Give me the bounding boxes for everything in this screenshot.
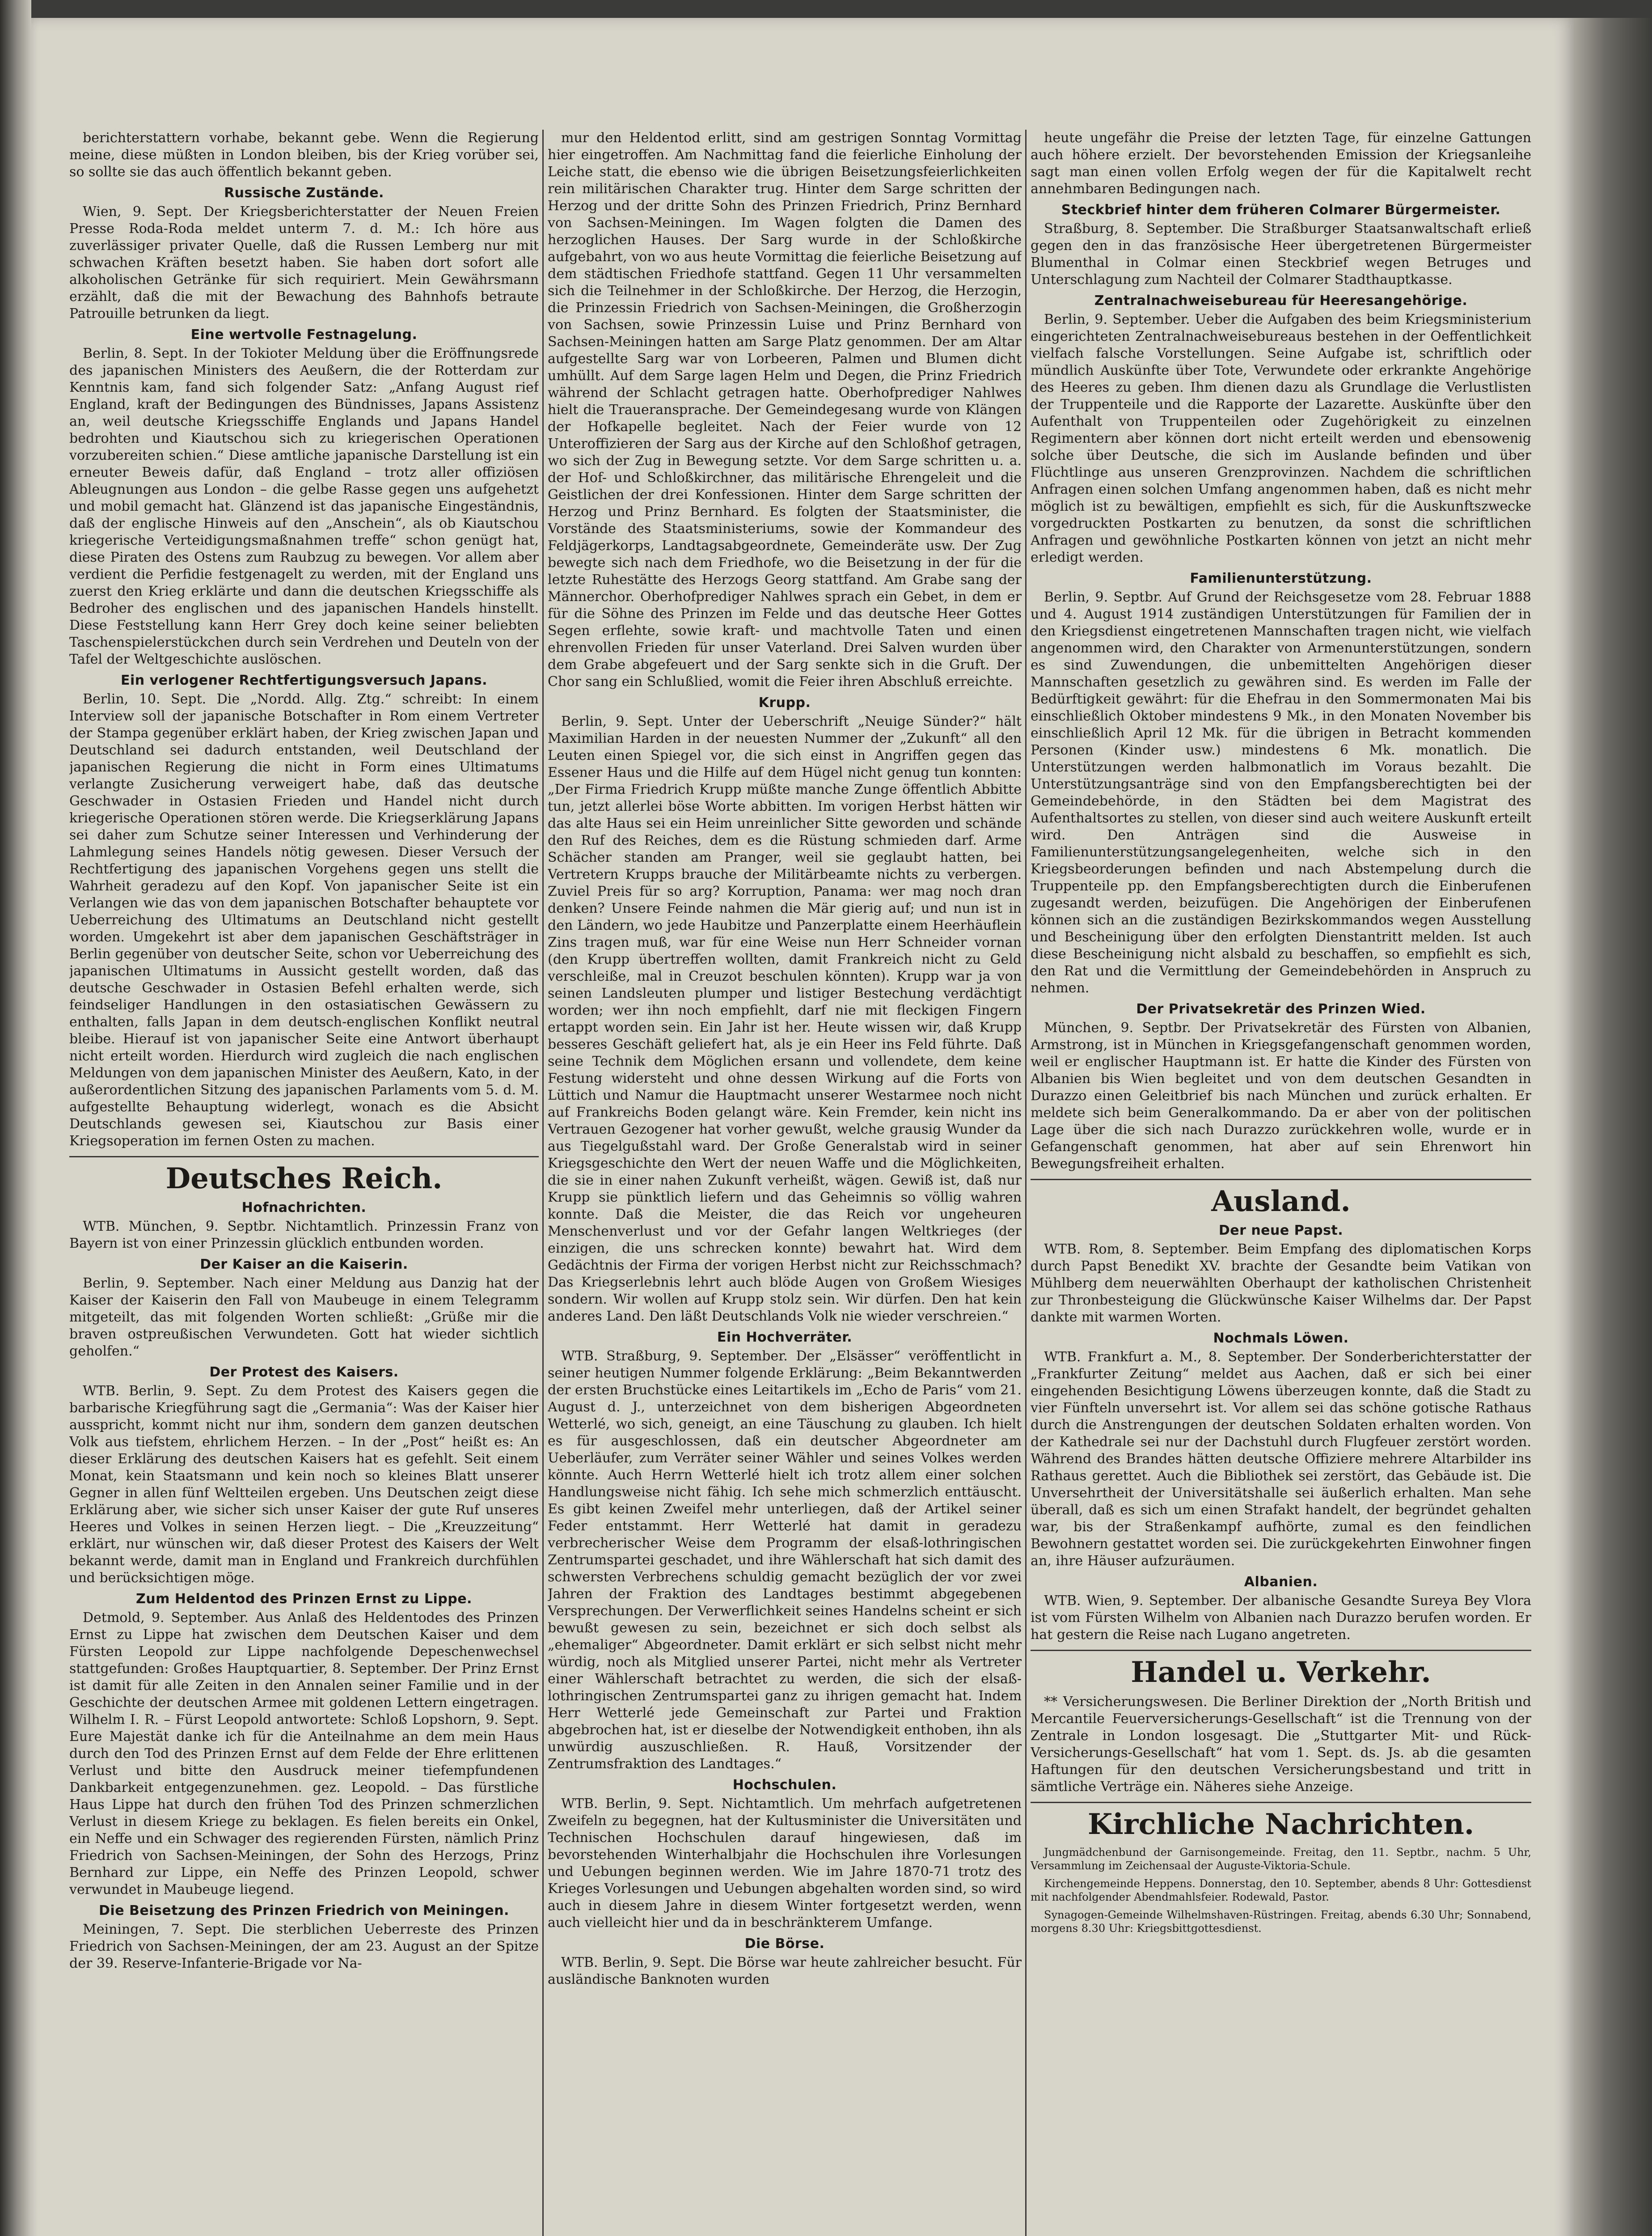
- article-text: München, 9. Septbr. Der Privatsekretär des Fürsten von Albanien, Armstrong, ist in München in Kriegsgefangenschaft genommen worden, weil er englischer Hauptmann ist. Er hatte die Kinder des Fürsten von Albanien bis Wien begleitet und von dem deutschen Gesandten in Durazzo einen Geleitbrief bis nach München und zurück erhalten. Er meldete sich beim Generalkommando. Da er aber von der politischen Lage über die sich nach Durazzo zurückkehren wolle, wurde er in Gefangenschaft genommen, hat aber auf sein Ehrenwort hin Bewegungsfreiheit erhalten.: [1031, 1020, 1531, 1172]
- article-text: heute ungefähr die Preise der letzten Tage, für einzelne Gattungen auch höhere erzielt. Der bevorstehenden Emission der Kriegsanleihe sagt man einen vollen Erfolg wegen der für die Kapitalwelt recht annehmbaren Bedingungen nach.: [1031, 130, 1531, 197]
- newspaper-page: [31, 18, 1574, 2236]
- article-headline: Hofnachrichten.: [241, 1200, 367, 1215]
- article-text: berichterstattern vorhabe, bekannt gebe. Wenn die Regierung meine, diese müßten in London bleiben, bis der Krieg vorüber sei, so sollte sie das auch öffentlich bekannt geben.: [69, 130, 539, 180]
- article-text: mur den Heldentod erlitt, sind am gestrigen Sonntag Vormittag hier eingetroffen. Am Nachmittag fand die feierliche Einholung der Leiche statt, die ebenso wie die übrigen Beisetzungsfeierlichkeiten rein militärischen Charakter trug. Hinter dem Sarge schritten der Herzog und der dritte Sohn des Prinzen Friedrich, Prinz Bernhard von Sachsen-Meiningen. Im Wagen folgten die Damen des herzoglichen Hauses. Der Sarg wurde in der Schloßkirche aufgebahrt, von wo aus heute Vormittag die feierliche Beisetzung auf dem städtischen Friedhofe stattfand. Gegen 11 Uhr versammelten sich die Teilnehmer in der Schloßkirche. Der Herzog, die Herzogin, die Prinzessin Friedrich von Sachsen-Meiningen, die Großherzogin von Sachsen, sowie Prinzessin Luise und Prinz Bernhard von Sachsen-Meiningen hatten am Sarge Platz genommen. Der am Altar aufgestellte Sarg war von Lorbeeren, Palmen und Blumen dicht umhüllt. Auf dem Sarge lagen Helm und Degen, die Prinz Friedrich während der Schlacht getragen hatte. Oberhofprediger Nahlwes hielt die Traueransprache. Der Gemeindegesang wurde von Klängen der Hofkapelle begleitet. Nach der Feier wurde von 12 Unteroffizieren der Sarg aus der Kirche auf den Schloßhof getragen, wo sich der Zug in Bewegung setzte. Vor dem Sarge schritten u. a. der Hof- und Schloßkirchner, das militärische Ehrengeleit und die Geistlichen der drei Konfessionen. Hinter dem Sarge schritten der Herzog und Prinz Bernhard. Es folgten der Staatsminister, die Vorstände des Staatsministeriums, sowie der Kommandeur des Feldjägerkorps, Landtagsabgeordnete, Gemeinderäte usw. Der Zug bewegte sich nach dem Friedhofe, wo die Beisetzung in der für die letzte Ruhestätte des Herzogs Georg stattfand. Am Grabe sang der Männerchor. Oberhofprediger Nahlwes sprach ein Gebet, in dem er für die Söhne des Prinzen im Felde und das deutsche Heer Gottes Segen erflehte, sowie kraft- und machtvolle Taten und einen ehrenvollen Frieden für unser Vaterland. Drei Salven wurden über dem Grabe abgefeuert und der Sarg senkte sich in die Gruft. Der Chor sang ein Schlußlied, womit die Feier ihren Abschluß erreichte.: [548, 130, 1022, 690]
- article-headline: Familienunterstützung.: [1190, 571, 1372, 586]
- article-text: Berlin, 9. Sept. Unter der Ueberschrift „Neuige Sünder?“ hält Maximilian Harden in der neuesten Nummer der „Zukunft“ all den Leuten einen Spiegel vor, die sich einst in Angriffen gegen das Essener Haus und die Hilfe auf dem Hügel nicht genug tun konnten: „Der Firma Friedrich Krupp müßte manche Zunge öffentlich Abbitte tun, jetzt allerlei böse Worte abbitten. Im vorigen Herbst hätten wir das alte Haus sei ein Heim unreinlicher Sitte geworden und schände den Ruf des Reiches, dem es die Rüstung schmieden darf. Arme Schächer standen am Pranger, weil sie geglaubt hatten, bei Vertretern Krupps brauche der Militärbeamte nichts zu verbergen. Zuviel Preis für so arg? Korruption, Panama: wer mag noch dran denken? Unsere Feinde nahmen die Mär gierig auf; und nun ist in den Ländern, wo jede Haubitze und Panzerplatte einem Heerhäuflein Zins tragen muß, war für eine Weise nun Herr Schneider vornan (den Krupp übertreffen wollten, damit Frankreich nicht zu Geld verschleiße, mal in Creuzot beschulen könnten). Krupp war ja von seinen Landsleuten plumper und listiger Bestechung verdächtigt worden; wer ihn noch empfiehlt, darf nie mit fleckigen Fingern ertappt worden sein. Ein Jahr ist her. Heute wissen wir, daß Krupp besseres Geschäft geliefert hat, als je ein Heer ins Feld führte. Daß seine Technik dem Möglichen ersann und vollendete, dem keine Festung widersteht und ohne dessen Wirkung auf die Forts von Lüttich und Namur die Hauptmacht unserer Westarmee noch nicht auf Frankreichs Boden gelangt wäre. Kein Fremder, kein nicht ins Vertrauen Gezogener hat vorher gewußt, welche grausig Wunder da aus Tiegelgußstahl ward. Der Große Generalstab wird in seiner Kriegsgeschichte den Wert der neuen Waffe und die Möglichkeiten, die sie in einer nahen Zukunft verheißt, wägen. Gewiß ist, daß nur Krupp sie pünktlich liefern und das Geheimnis so völlig wahren konnte. Daß die Meister, die das Reich vor ungeheuren Menschenverlust und vor der Gefahr langen Weltkrieges (der einzigen, die uns schrecken konnte) bewahrt hat. Wird dem Gedächtnis der Firma der vorigen Herbst nicht zur Reichsschmach? Das Kriegserlebnis lehrt auch blöde Augen von Großem Wiesiges sondern. Wir wollen auf Krupp stolz sein. Wir dürfen. Den hat kein anderes Land. Den läßt Deutschlands Volk nie wieder verschreien.“: [548, 714, 1022, 1324]
- article-text: Berlin, 9. September. Ueber die Aufgaben des beim Kriegsministerium eingerichteten Zentralnachweisebureaus bestehen in der Oeffentlichkeit vielfach falsche Vorstellungen. Seine Aufgabe ist, schriftlich oder mündlich Auskünfte über Tote, Verwundete oder erkrankte Angehörige des Heeres zu geben. Ihm dienen dazu als Grundlage die Verlustlisten der Truppenteile und die Rapporte der Lazarette. Auskünfte über den Aufenthalt von Truppenteilen oder Zugehörigkeit zu einzelnen Regimentern aber können dort nicht erteilt werden und ebensowenig solche über Deutsche, die sich im Auslande befinden und über Flüchtlinge aus unseren Grenzprovinzen. Nachdem die schriftlichen Anfragen einen solchen Umfang angenommen haben, daß es nicht mehr möglich ist zu bewältigen, empfiehlt es sich, für die Auskunftszwecke vorgedruckten Postkarten zu benutzen, da sonst die schriftlichen Anfragen und gewöhnliche Postkarten können von jetzt an nicht mehr erledigt werden.: [1031, 312, 1531, 565]
- section-title: Ausland.: [1031, 1179, 1531, 1218]
- article-headline: Krupp.: [758, 695, 811, 711]
- article-headline: Der Privatsekretär des Prinzen Wied.: [1136, 1001, 1426, 1017]
- article-text: Detmold, 9. September. Aus Anlaß des Heldentodes des Prinzen Ernst zu Lippe hat zwischen dem Deutschen Kaiser und dem Fürsten Leopold zur Lippe nachfolgende Depeschenwechsel stattgefunden: Großes Hauptquartier, 8. September. Der Prinz Ernst ist damit für alle Zeiten in den Annalen seiner Familie und in der Geschichte der deutschen Armee mit goldenen Lettern eingetragen. Wilhelm I. R. – Fürst Leopold antwortete: Schloß Lopshorn, 9. Sept. Eure Majestät danke ich für die Anteilnahme an dem mein Haus durch den Tod des Prinzen Ernst auf dem Felde der Ehre erlittenen Verlust und bitte den Ausdruck meiner tiefempfundenen Dankbarkeit entgegenzunehmen. gez. Leopold. – Das fürstliche Haus Lippe hat durch den frühen Tod des Prinzen schmerzlichen Verlust in diesem Kriege zu beklagen. Es fielen bereits ein Onkel, ein Neffe und ein Schwager des regierenden Fürsten, nämlich Prinz Friedrich von Sachsen-Meiningen, der Sohn des Herzogs, Prinz Bernhard zur Lippe, ein Neffe des Prinzen Leopold, schwer verwundet in Maubeuge liegend.: [69, 1610, 539, 1897]
- article-text: Berlin, 9. Septbr. Auf Grund der Reichsgesetze vom 28. Februar 1888 und 4. August 1914 zuständigen Unterstützungen für Familien der in den Kriegsdienst eingetretenen Mannschaften tragen nicht, wie vielfach angenommen wird, den Charakter von Armenunterstützungen, sondern es sind Zuwendungen, die unbemittelten Angehörigen dieser Mannschaften gesetzlich zu gewähren sind. Es werden im Falle der Bedürftigkeit gewährt: für die Ehefrau in den Sommermonaten Mai bis einschließlich Oktober mindestens 9 Mk., in den Monaten November bis einschließlich April 12 Mk. für die übrigen in Betracht kommenden Personen (Kinder usw.) mindestens 6 Mk. monatlich. Die Unterstützungen werden halbmonatlich im Voraus bezahlt. Die Unterstützungsanträge sind von den Empfangsberechtigten bei der Gemeindebehörde, in den Städten bei dem Magistrat des Aufenthaltsortes zu stellen, von dieser sind auch weitere Auskunft erteilt wird. Den Anträgen sind die Ausweise in Familienunterstützungsangelegenheiten, welche sich in den Kriegsbeorderungen befinden und nach Abstempelung durch die Truppenteile pp. den Empfangsberechtigten durch die Einberufenen zugesandt werden, beizufügen. Die Angehörigen der Einberufenen können sich an die zuständigen Bezirkskommandos wegen Ausstellung und Bescheinigung über den erfolgten Dienstantritt melden. Ist auch diese Bescheinigung nicht alsbald zu beschaffen, so empfiehlt es sich, den Rat und die Vermittlung der Gemeindebehörden in Anspruch zu nehmen.: [1031, 589, 1531, 996]
- article-text: Berlin, 9. September. Nach einer Meldung aus Danzig hat der Kaiser der Kaiserin den Fall von Maubeuge in einem Telegramm mitgeteilt, das mit folgenden Worten schließt: „Grüße mir die braven ostpreußischen Verwundeten. Gott hat wieder sichtlich geholfen.“: [69, 1275, 539, 1359]
- article-headline: Die Beisetzung des Prinzen Friedrich von Meiningen.: [99, 1903, 509, 1918]
- article-text: WTB. Berlin, 9. Sept. Zu dem Protest des Kaisers gegen die barbarische Kriegführung sagt die „Germania“: Was der Kaiser hier ausspricht, kommt nicht nur ihm, sondern dem ganzen deutschen Volk aus tiefstem, ehrlichem Herzen. – In der „Post“ heißt es: An dieser Erklärung des deutschen Kaisers hat es gefehlt. Seit einem Monat, kein Staatsmann und kein noch so kleines Blatt unserer Gegner in allen fünf Weltteilen ergeben. Uns Deutschen zeigt diese Erklärung aber, wie sicher sich unser Kaiser der gute Ruf unseres Heeres und Volkes in seinen Herzen liegt. – Die „Kreuzzeitung“ erklärt, nur wünschen wir, daß dieser Protest des Kaisers der Welt bekannt werde, damit man in England und Frankreich durchfühlen und berücksichtigen möge.: [69, 1383, 539, 1586]
- article-text: WTB. Frankfurt a. M., 8. September. Der Sonderberichterstatter der „Frankfurter Zeitung“ meldet aus Aachen, daß er sich bei einer eingehenden Besichtigung Löwens überzeugen konnte, daß die Stadt zu vier Fünfteln unversehrt ist. Vor allem sei das schöne gotische Rathaus durch die Anstrengungen der deutschen Soldaten erhalten worden. Von der Kathedrale sei nur der Dachstuhl durch Flugfeuer zerstört worden. Während des Brandes hätten deutsche Offiziere mehrere Altarbilder ins Rathaus gerettet. Auch die Bibliothek sei zerstört, das Gebäude ist. Die Unversehrtheit der Universitätshalle sei äußerlich erhalten. Man sehe überall, daß es sich um einen Strafakt handelt, der begründet gehalten war, bis der Straßenkampf aufhörte, zumal es den feindlichen Bewohnern gestattet worden sei. Die zurückgekehrten Einwohner fingen an, ihre Häuser aufzuräumen.: [1031, 1349, 1531, 1569]
- article-headline: Russische Zustände.: [224, 185, 384, 201]
- section-title: Handel u. Verkehr.: [1031, 1650, 1531, 1689]
- article-headline: Ein Hochverräter.: [717, 1330, 853, 1345]
- article-text: WTB. Rom, 8. September. Beim Empfang des diplomatischen Korps durch Papst Benedikt XV. brachte der Gesandte beim Vatikan von Mühlberg dem neuerwählten Oberhaupt der katholischen Christenheit zur Thronbesteigung die Glückwünsche Kaiser Wilhelms dar. Der Papst dankte mit warmen Worten.: [1031, 1241, 1531, 1325]
- column-3: [1031, 130, 1531, 2236]
- notice-text: Jungmädchenbund der Garnisongemeinde. Freitag, den 11. Septbr., nachm. 5 Uhr, Versammlung im Zeichensaal der Auguste-Viktoria-Schule.: [1031, 1846, 1531, 1872]
- article-headline: Nochmals Löwen.: [1213, 1330, 1349, 1346]
- article-text: WTB. Berlin, 9. Sept. Die Börse war heute zahlreicher besucht. Für ausländische Banknoten wurden: [548, 1955, 1022, 1987]
- section-title: Kirchliche Nachrichten.: [1031, 1802, 1531, 1841]
- column-1: [69, 130, 539, 2236]
- article-headline: Hochschulen.: [732, 1777, 837, 1793]
- article-headline: Albanien.: [1244, 1574, 1318, 1590]
- article-text: Berlin, 10. Sept. Die „Nordd. Allg. Ztg.“ schreibt: In einem Interview soll der japanische Botschafter in Rom einem Vertreter der Stampa gegenüber erklärt haben, der Krieg zwischen Japan und Deutschland sei dadurch entstanden, weil Deutschland der japanischen Regierung die nicht in Form eines Ultimatums verlangte Zusicherung verweigert habe, daß das deutsche Geschwader in Ostasien Frieden und Handel nicht durch kriegerische Operationen stören werde. Die Kriegserklärung Japans sei daher zum Schutze seiner Interessen und Verhinderung der Lahmlegung seines Handels nötig gewesen. Dieser Versuch der Rechtfertigung des japanischen Vorgehens gegen uns stellt die Wahrheit geradezu auf den Kopf. Von japanischer Seite ist ein Verlangen wie das von dem japanischen Botschafter behauptete vor Ueberreichung des Ultimatums an Deutschland nicht gestellt worden. Umgekehrt ist aber dem japanischen Geschäftsträger in Berlin gegenüber von deutscher Seite, schon vor Ueberreichung des japanischen Ultimatums in Aussicht gestellt worden, daß das deutsche Geschwader in Ostasien Befehl erhalten werde, sich feindseliger Handlungen in den ostasiatischen Gewässern zu enthalten, falls Japan in dem deutsch-englischen Konflikt neutral bleibe. Hierauf ist von japanischer Seite eine Antwort überhaupt nicht erteilt worden. Hierdurch wird zugleich die nach englischen Meldungen von dem japanischen Minister des Aeußern, Kato, in der außerordentlichen Sitzung des japanischen Parlaments vom 5. d. M. aufgestellte Behauptung widerlegt, wonach es die Absicht Deutschlands gewesen sei, Kiautschou zur Basis einer Kriegsoperation im fernen Osten zu machen.: [69, 691, 539, 1149]
- article-headline: Zentralnachweisebureau für Heeresangehörige.: [1094, 293, 1468, 309]
- article-headline: Die Börse.: [744, 1936, 825, 1952]
- article-text: Meiningen, 7. Sept. Die sterblichen Ueberreste des Prinzen Friedrich von Sachsen-Meiningen, der am 23. August an der Spitze der 39. Reserve-Infanterie-Brigade vor Na-: [69, 1922, 539, 1971]
- article-text: WTB. Wien, 9. September. Der albanische Gesandte Sureya Bey Vlora ist vom Fürsten Wilhelm von Albanien nach Durazzo berufen worden. Er hat gestern die Reise nach Lugano angetreten.: [1031, 1593, 1531, 1643]
- column-rule: [542, 130, 544, 2236]
- article-text: WTB. München, 9. Septbr. Nichtamtlich. Prinzessin Franz von Bayern ist von einer Prinzessin glücklich entbunden worden.: [69, 1219, 539, 1251]
- article-headline: Steckbrief hinter dem früheren Colmarer Bürgermeister.: [1061, 202, 1501, 218]
- article-headline: Zum Heldentod des Prinzen Ernst zu Lippe.: [136, 1591, 472, 1607]
- article-text: ** Versicherungswesen. Die Berliner Direktion der „North British und Mercantile Feuerversicherungs-Gesellschaft“ ist die Trennung von der Zentrale in London losgesagt. Die „Stuttgarter Mit- und Rück-Versicherungs-Gesellschaft“ hat vom 1. Sept. ds. Js. ab die gesamten Haftungen für den deutschen Versicherungsbestand und tritt in sämtliche Verträge ein. Näheres siehe Anzeige.: [1031, 1694, 1531, 1795]
- article-text: Berlin, 8. Sept. In der Tokioter Meldung über die Eröffnungsrede des japanischen Ministers des Aeußern, die der Rotterdam zur Kenntnis kam, fand sich folgender Satz: „Anfang August rief England, kraft der Bedingungen des Bündnisses, Japans Assistenz an, weil deutsche Kriegsschiffe Englands und Japans Handel bedrohten und Kiautschou sich zu kriegerischen Operationen vorzubereiten schien.“ Diese amtliche japanische Darstellung ist ein erneuter Beweis dafür, daß England – trotz aller offiziösen Ableugnungen aus London – die gelbe Rasse gegen uns aufgehetzt und mobil gemacht hat. Glänzend ist das japanische Eingeständnis, daß der englische Hinweis auf den „Anschein“, als ob Kiautschou kriegerische Verteidigungsmaßnahmen treffe“ schon genügt hat, diese Piraten des Ostens zum Raubzug zu bewegen. Vor allem aber verdient die Perfidie festgenagelt zu werden, mit der England uns zuerst den Krieg erklärte und dann die deutschen Kriegsschiffe als Bedroher des englischen und des japanischen Handels hinstellt. Diese Feststellung kann Herr Grey doch keine seiner beliebten Taschenspielerstückchen durch sein Verdrehen und Deuteln von der Tafel der Weltgeschichte auslöschen.: [69, 346, 539, 667]
- column-2: [548, 130, 1022, 2236]
- article-headline: Der Kaiser an die Kaiserin.: [200, 1257, 408, 1272]
- previous-page-edge: [0, 0, 31, 2236]
- article-headline: Ein verlogener Rechtfertigungsversuch Japans.: [121, 673, 487, 688]
- article-text: WTB. Straßburg, 9. September. Der „Elsässer“ veröffentlicht in seiner heutigen Nummer folgende Erklärung: „Beim Bekanntwerden der ersten Bruchstücke eines Leitartikels im „Echo de Paris“ vom 21. August d. J., unterzeichnet von dem bisherigen Abgeordneten Wetterlé, wo sich, geneigt, an eine Täuschung zu glauben. Ich hielt es für ausgeschlossen, daß ein deutscher Abgeordneter am Ueberläufer, zum Verräter seiner Wähler und seines Volkes werden könnte. Auch Herrn Wetterlé hielt ich trotz allem einer solchen Handlungsweise nicht fähig. Ich sehe mich schmerzlich enttäuscht. Es gibt keinen Zweifel mehr unterliegen, daß der Artikel seiner Feder entstammt. Herr Wetterlé hat damit in geradezu verbrecherischer Weise dem Programm der elsaß-lothringischen Zentrumspartei geschadet, und ihre Wählerschaft hat sich damit des schwersten Verbrechens schuldig gemacht bezüglich der vor zwei Jahren der Fraktion des Landtages bestimmt abgegebenen Versprechungen. Der Verwerflichkeit seines Handelns scheint er sich bewußt gewesen zu sein, bezeichnet er sich doch selbst als „ehemaliger“ Abgeordneter. Damit erklärt er sich selbst nicht mehr würdig, noch als Mitglied unserer Partei, nicht mehr als Vertreter einer Wählerschaft betrachtet zu werden, die sich der elsaß-lothringischen Zentrumspartei ganz zu ihrigen gemacht hat. Indem Herr Wetterlé jede Gemeinschaft zur Partei und Fraktion abgebrochen hat, ist er dieselbe der Notwendigkeit enthoben, ihn als unwürdig auszuschließen. R. Hauß, Vorsitzender der Zentrumsfraktion des Landtages.“: [548, 1348, 1022, 1772]
- article-headline: Der neue Papst.: [1218, 1223, 1344, 1238]
- section-title: Deutsches Reich.: [69, 1156, 539, 1195]
- article-text: WTB. Berlin, 9. Sept. Nichtamtlich. Um mehrfach aufgetretenen Zweifeln zu begegnen, hat der Kultusminister die Universitäten und Technischen Hochschulen darauf hingewiesen, daß im bevorstehenden Winterhalbjahr die Hochschulen ihre Vorlesungen und Uebungen beginnen werden. Wie im Jahre 1870-71 trotz des Krieges Vorlesungen und Uebungen abgehalten worden sind, so wird auch in diesem Jahre in diesem Winter fortgesetzt werden, wenn auch vielleicht hier und da in beschränkterem Umfange.: [548, 1796, 1022, 1931]
- page-stack-edge: [1574, 18, 1652, 2236]
- article-headline: Eine wertvolle Festnagelung.: [190, 327, 418, 343]
- column-rule: [1025, 130, 1027, 2236]
- article-headline: Der Protest des Kaisers.: [209, 1364, 399, 1380]
- article-text: Wien, 9. Sept. Der Kriegsberichterstatter der Neuen Freien Presse Roda-Roda meldet unterm 7. d. M.: Ich höre aus zuverlässiger privater Quelle, daß die Russen Lemberg nur mit schwachen Kräften besetzt haben. Sie haben dort sofort alle alkoholischen Getränke für sich requiriert. Mein Gewährsmann erzählt, daß die mit der Bewachung des Bahnhofs betraute Patrouille betrunken da liegt.: [69, 204, 539, 322]
- notice-text: Kirchengemeinde Heppens. Donnerstag, den 10. September, abends 8 Uhr: Gottesdienst mit nachfolgender Abendmahlsfeier. Rodewald, Pastor.: [1031, 1877, 1531, 1903]
- notice-text: Synagogen-Gemeinde Wilhelmshaven-Rüstringen. Freitag, abends 6.30 Uhr; Sonnabend, morgens 8.30 Uhr: Kriegsbittgottesdienst.: [1031, 1909, 1531, 1935]
- article-text: Straßburg, 8. September. Die Straßburger Staatsanwaltschaft erließ gegen den in das französische Heer übergetretenen Bürgermeister Blumenthal in Colmar einen Steckbrief wegen Betruges und Unterschlagung zum Nachteil der Colmarer Stadthauptkasse.: [1031, 221, 1531, 288]
